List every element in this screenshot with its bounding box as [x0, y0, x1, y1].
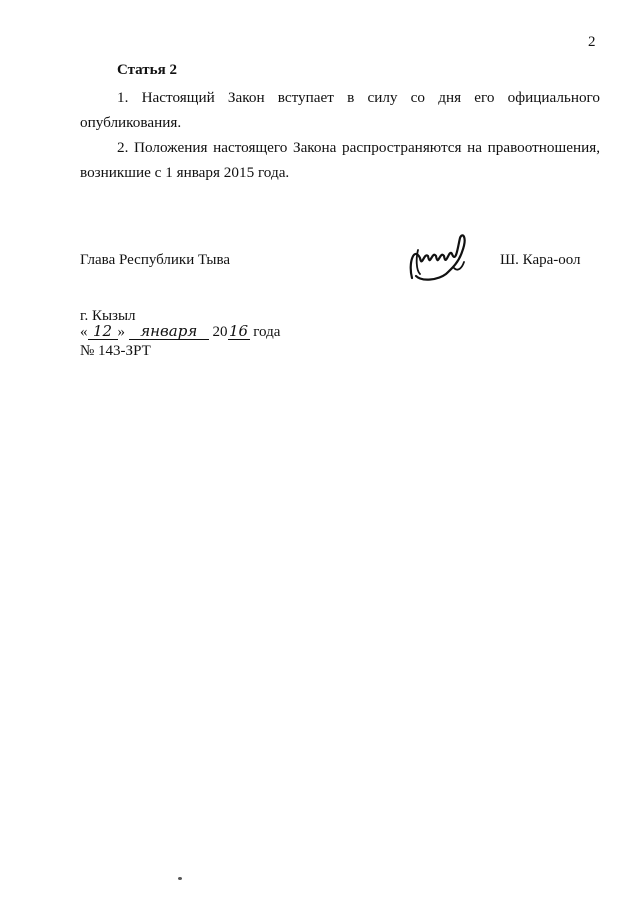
document-number: № 143-ЗРТ — [80, 343, 151, 359]
city: г. Кызыл — [80, 308, 136, 324]
stray-mark — [178, 877, 182, 880]
close-quote: » — [117, 324, 125, 340]
article-paragraph-1: 1. Настоящий Закон вступает в силу со дня его официального опубликования. — [80, 89, 600, 131]
year-prefix: 20 — [212, 324, 228, 340]
page-number: 2 — [588, 34, 596, 50]
handwritten-day: 12 — [88, 324, 118, 340]
date-line — [80, 324, 280, 341]
year-word: года — [253, 324, 281, 340]
article-title: Статья 2 — [117, 62, 177, 78]
open-quote: « — [80, 324, 88, 340]
handwritten-year: 16 — [228, 322, 249, 340]
signatory-title: Глава Республики Тыва — [80, 252, 231, 268]
handwritten-signature — [402, 228, 472, 290]
article-paragraph-2: 2. Положения настоящего Закона распространяются на правоотношения, возникшие с 1 января 2015 года. — [80, 139, 600, 181]
handwritten-month: января — [129, 324, 209, 340]
signatory-name: Ш. Кара-оол — [500, 252, 581, 268]
